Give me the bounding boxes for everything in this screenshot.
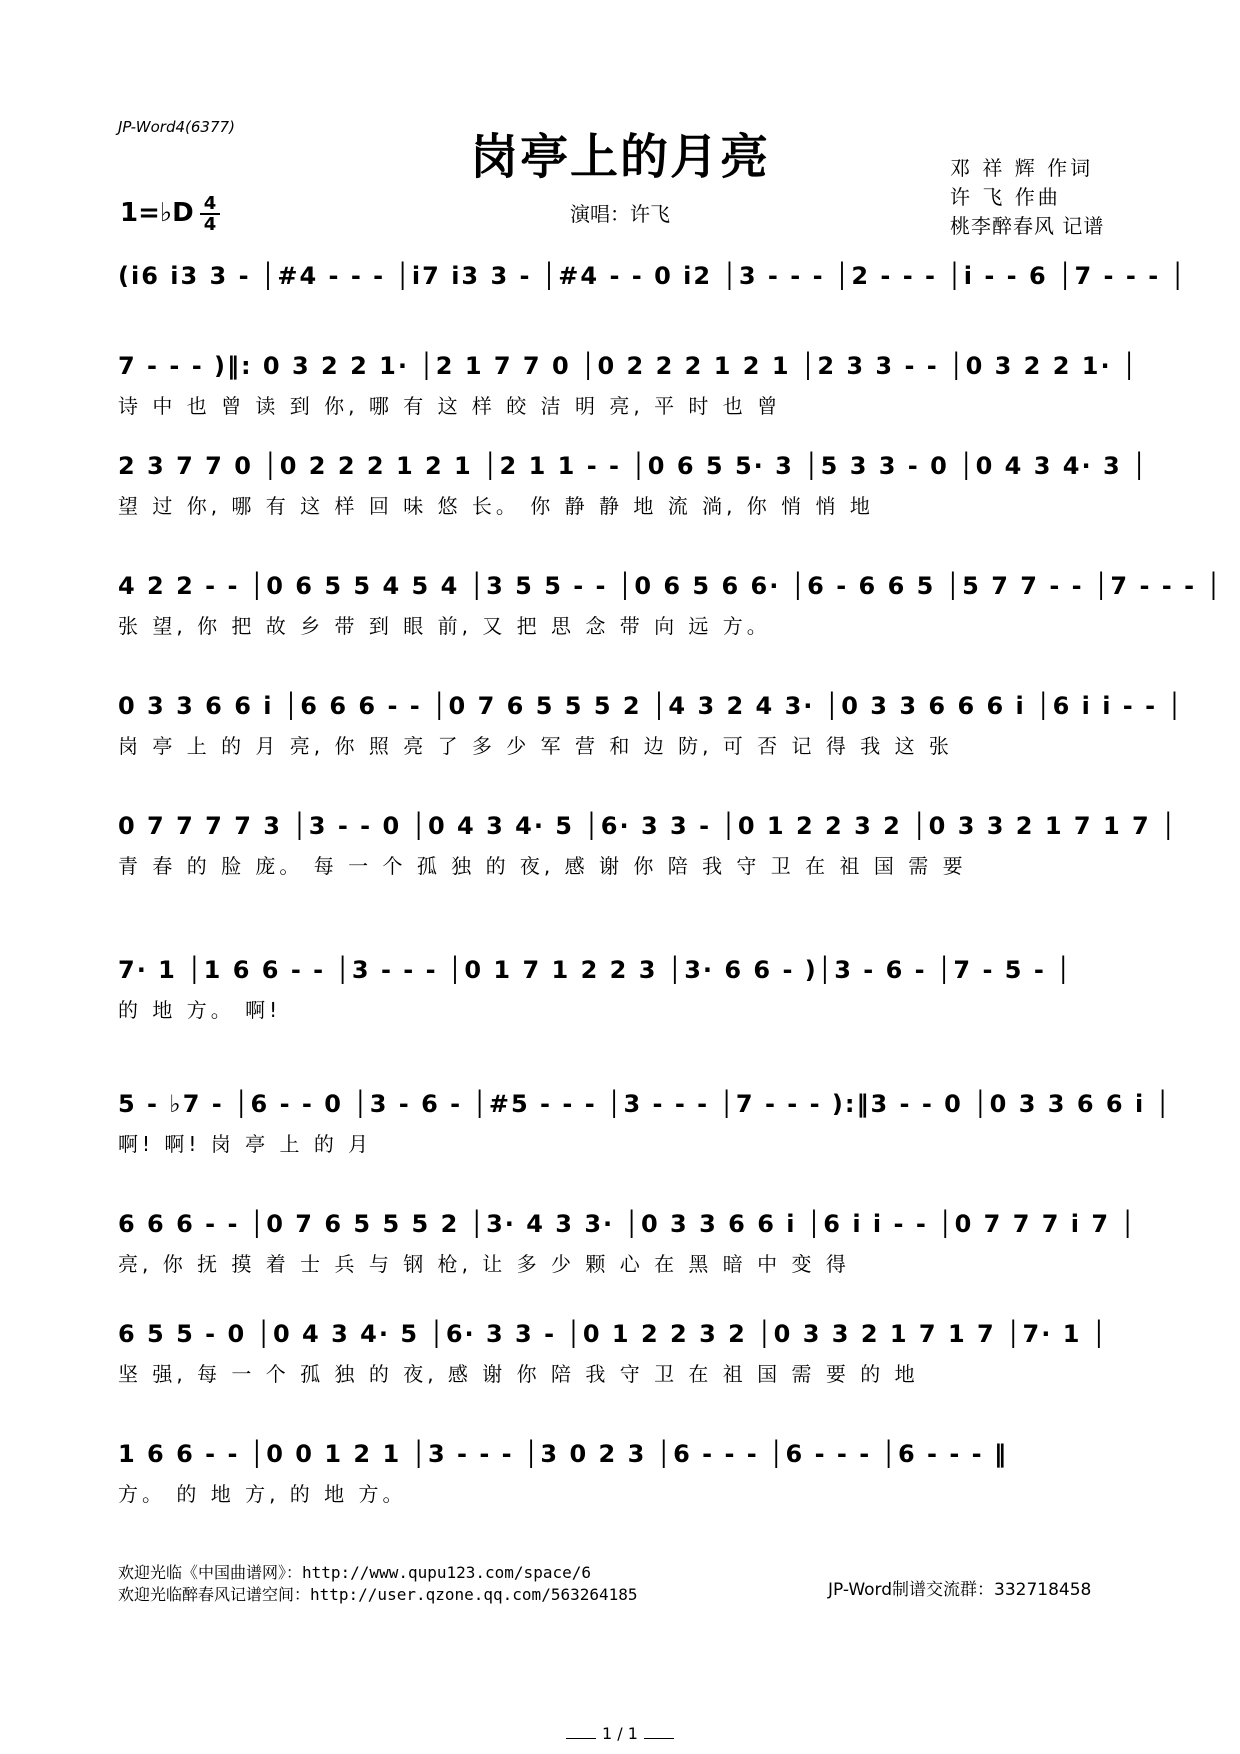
singer: 演唱：许飞 bbox=[570, 202, 670, 226]
lyricist-credit: 邓 祥 辉 作词 bbox=[950, 156, 1094, 180]
transcriber-credit: 桃李醉春风 记谱 bbox=[950, 214, 1105, 238]
notation-line: 6 6 6 - - │0 7 6 5 5 5 2 │3· 4 3 3· │0 3 3 6 6 i │6 i i - - │0 7 7 7 i 7 │ bbox=[118, 1210, 1137, 1238]
lyrics-line: 望 过 你, 哪 有 这 样 回 味 悠 长。 你 静 静 地 流 淌, 你 悄 悄 地 bbox=[118, 494, 874, 518]
lyrics-line: 亮, 你 抚 摸 着 士 兵 与 钢 枪, 让 多 少 颗 心 在 黑 暗 中 变 得 bbox=[118, 1252, 850, 1276]
notation-line: 1 6 6 - - │0 0 1 2 1 │3 - - - │3 0 2 3 │6 - - - │6 - - - │6 - - - ‖ bbox=[118, 1440, 1008, 1468]
lyrics-line: 的 地 方。 啊! bbox=[118, 998, 282, 1022]
key-signature: 1=♭D bbox=[120, 198, 194, 228]
time-signature-top: 4 bbox=[203, 193, 217, 214]
page-number bbox=[0, 1724, 1240, 1743]
footer-links bbox=[118, 1562, 638, 1606]
lyrics-line: 坚 强, 每 一 个 孤 独 的 夜, 感 谢 你 陪 我 守 卫 在 祖 国 需 要 的 地 bbox=[118, 1362, 919, 1386]
lyrics-line: 方。 的 地 方, 的 地 方。 bbox=[118, 1482, 407, 1506]
lyrics-line: 张 望, 你 把 故 乡 带 到 眼 前, 又 把 思 念 带 向 远 方。 bbox=[118, 614, 771, 638]
notation-line: 7· 1 │1 6 6 - - │3 - - - │0 1 7 1 2 2 3 │3· 6 6 - )│3 - 6 - │7 - 5 - │ bbox=[118, 956, 1073, 984]
lyrics-line: 诗 中 也 曾 读 到 你, 哪 有 这 样 皎 洁 明 亮, 平 时 也 曾 bbox=[118, 394, 782, 418]
notation-line: 0 3 3 6 6 i │6 6 6 - - │0 7 6 5 5 5 2 │4 3 2 4 3· │0 3 3 6 6 6 i │6 i i - - │ bbox=[118, 692, 1184, 720]
time-signature-bottom: 4 bbox=[203, 214, 217, 235]
notation-line: 6 5 5 - 0 │0 4 3 4· 5 │6· 3 3 - │0 1 2 2 3 2 │0 3 3 2 1 7 1 7 │7· 1 │ bbox=[118, 1320, 1109, 1348]
page-underline-right bbox=[644, 1738, 674, 1739]
lyrics-line: 岗 亭 上 的 月 亮, 你 照 亮 了 多 少 军 营 和 边 防, 可 否 记 得 我 这 张 bbox=[118, 734, 953, 758]
notation-line: 7 - - - )‖: 0 3 2 2 1· │2 1 7 7 0 │0 2 2 2 1 2 1 │2 3 3 - - │0 3 2 2 1· │ bbox=[118, 352, 1139, 380]
composer-credit: 许 飞 作曲 bbox=[950, 185, 1061, 209]
notation-line: (i6 i3 3 - │#4 - - - │i7 i3 3 - │#4 - - 0 i2 │3 - - - │2 - - - │i - - 6 │7 - - - │ bbox=[118, 262, 1187, 290]
notation-line: 5 - ♭7 - │6 - - 0 │3 - 6 - │#5 - - - │3 - - - │7 - - - ):‖3 - - 0 │0 3 3 6 6 i │ bbox=[118, 1090, 1172, 1118]
page-number-text: 1 / 1 bbox=[602, 1724, 638, 1743]
notation-line: 2 3 7 7 0 │0 2 2 2 1 2 1 │2 1 1 - - │0 6 5 5· 3 │5 3 3 - 0 │0 4 3 4· 3 │ bbox=[118, 452, 1149, 480]
qq-group: JP-Word制谱交流群：332718458 bbox=[828, 1580, 1092, 1600]
footer-link-qupu[interactable]: 欢迎光临《中国曲谱网》：http://www.qupu123.com/space/6 bbox=[118, 1563, 591, 1582]
song-title: 岗亭上的月亮 bbox=[469, 129, 770, 185]
software-version: JP-Word4(6377) bbox=[118, 118, 235, 136]
notation-line: 0 7 7 7 7 3 │3 - - 0 │0 4 3 4· 5 │6· 3 3 - │0 1 2 2 3 2 │0 3 3 2 1 7 1 7 │ bbox=[118, 812, 1178, 840]
page-underline-left bbox=[566, 1738, 596, 1739]
lyrics-line: 啊! 啊! 岗 亭 上 的 月 bbox=[118, 1132, 373, 1156]
lyrics-line: 青 春 的 脸 庞。 每 一 个 孤 独 的 夜, 感 谢 你 陪 我 守 卫 在 祖 国 需 要 bbox=[118, 854, 967, 878]
notation-line: 4 2 2 - - │0 6 5 5 4 5 4 │3 5 5 - - │0 6 5 6 6· │6 - 6 6 5 │5 7 7 - - │7 - - - │ bbox=[118, 572, 1223, 600]
footer-link-qzone[interactable]: 欢迎光临醉春风记谱空间：http://user.qzone.qq.com/563264185 bbox=[118, 1585, 638, 1604]
